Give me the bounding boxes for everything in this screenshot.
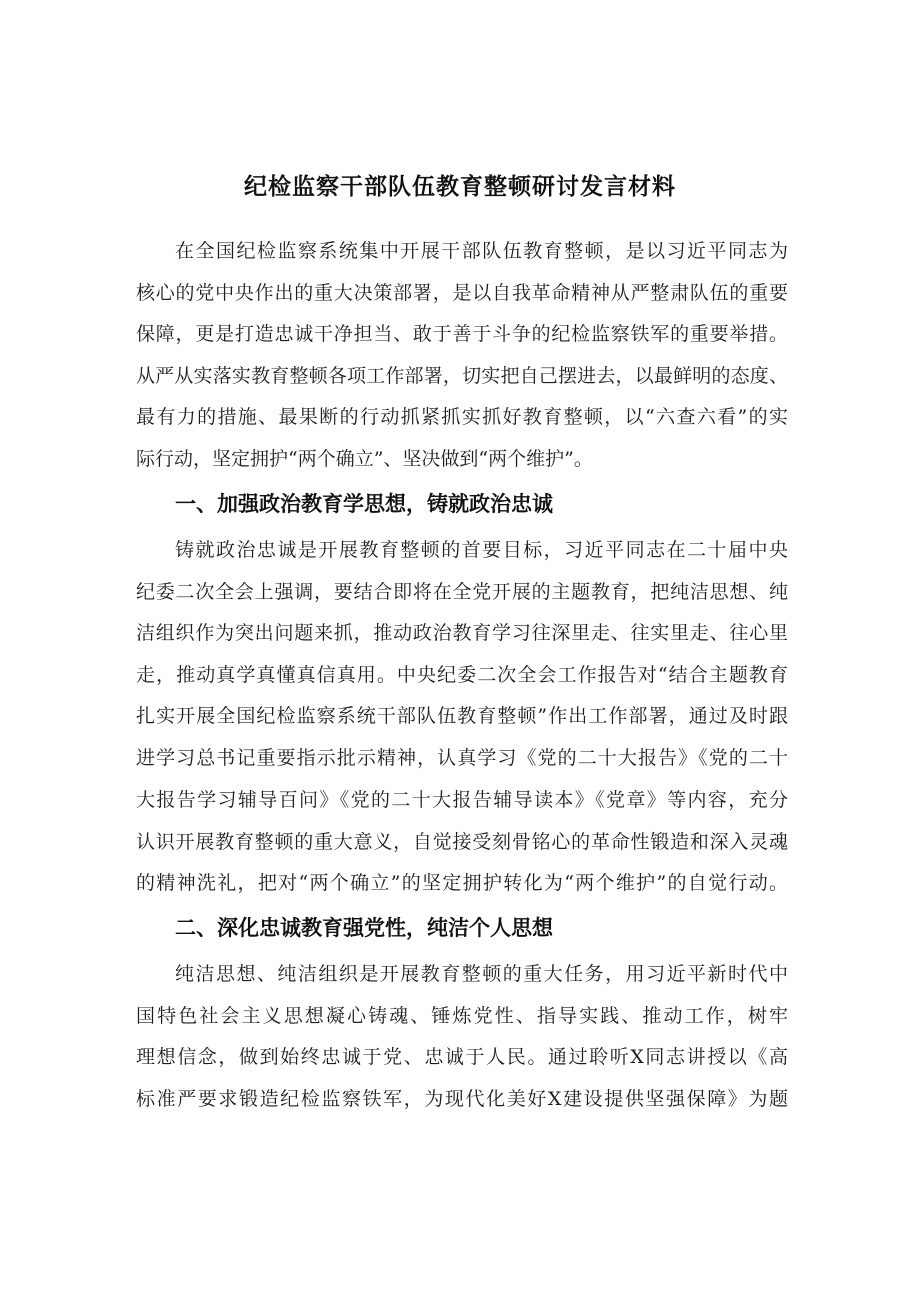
paragraph-line: 核心的党中央作出的重大决策部署，是以自我革命精神从严整肃队伍的重要 [136, 282, 788, 304]
paragraph-line: 铸就政治忠诚是开展教育整顿的首要目标，习近平同志在二十届中央 [175, 539, 788, 561]
paragraph-line: 际行动，坚定拥护“两个确立”、坚决做到“两个维护”。 [136, 448, 593, 470]
paragraph-line: 进学习总书记重要指示批示精神，认真学习《党的二十大报告》《党的二十 [136, 747, 788, 769]
paragraph-line: 扎实开展全国纪检监察系统干部队伍教育整顿”作出工作部署，通过及时跟 [136, 705, 788, 727]
document-title: 纪检监察干部队伍教育整顿研讨发言材料 [244, 174, 676, 200]
paragraph-line: 保障，更是打造忠诚干净担当、敢于善于斗争的纪检监察铁军的重要举措。 [136, 323, 788, 345]
paragraph-line: 理想信念，做到始终忠诚于党、忠诚于人民。通过聆听X同志讲授以《高 [136, 1046, 788, 1068]
section-heading-1: 一、加强政治教育学思想，铸就政治忠诚 [175, 492, 553, 516]
section-heading-2: 二、深化忠诚教育强党性，纯洁个人思想 [175, 916, 553, 940]
paragraph-line: 在全国纪检监察系统集中开展干部队伍教育整顿，是以习近平同志为 [175, 240, 788, 262]
paragraph-line: 国特色社会主义思想凝心铸魂、锤炼党性、指导实践、推动工作，树牢 [136, 1005, 788, 1027]
paragraph-line: 纯洁思想、纯洁组织是开展教育整顿的重大任务，用习近平新时代中 [175, 963, 788, 985]
paragraph-line: 洁组织作为突出问题来抓，推动政治教育学习往深里走、往实里走、往心里 [136, 622, 788, 644]
paragraph-line: 大报告学习辅导百问》《党的二十大报告辅导读本》《党章》等内容，充分 [136, 789, 788, 811]
paragraph-line: 标准严要求锻造纪检监察铁军，为现代化美好X建设提供坚强保障》为题 [136, 1088, 788, 1110]
paragraph-line: 最有力的措施、最果断的行动抓紧抓实抓好教育整顿，以“六查六看”的实 [136, 406, 788, 428]
paragraph-line: 认识开展教育整顿的重大意义，自觉接受刻骨铭心的革命性锻造和深入灵魂 [136, 831, 788, 853]
paragraph-line: 的精神洗礼，把对“两个确立”的坚定拥护转化为“两个维护”的自觉行动。 [136, 872, 788, 894]
paragraph-line: 纪委二次全会上强调，要结合即将在全党开展的主题教育，把纯洁思想、纯 [136, 581, 788, 603]
paragraph-line: 走，推动真学真懂真信真用。中央纪委二次全会工作报告对“结合主题教育 [136, 664, 788, 686]
paragraph-line: 从严从实落实教育整顿各项工作部署，切实把自己摆进去，以最鲜明的态度、 [136, 365, 788, 387]
